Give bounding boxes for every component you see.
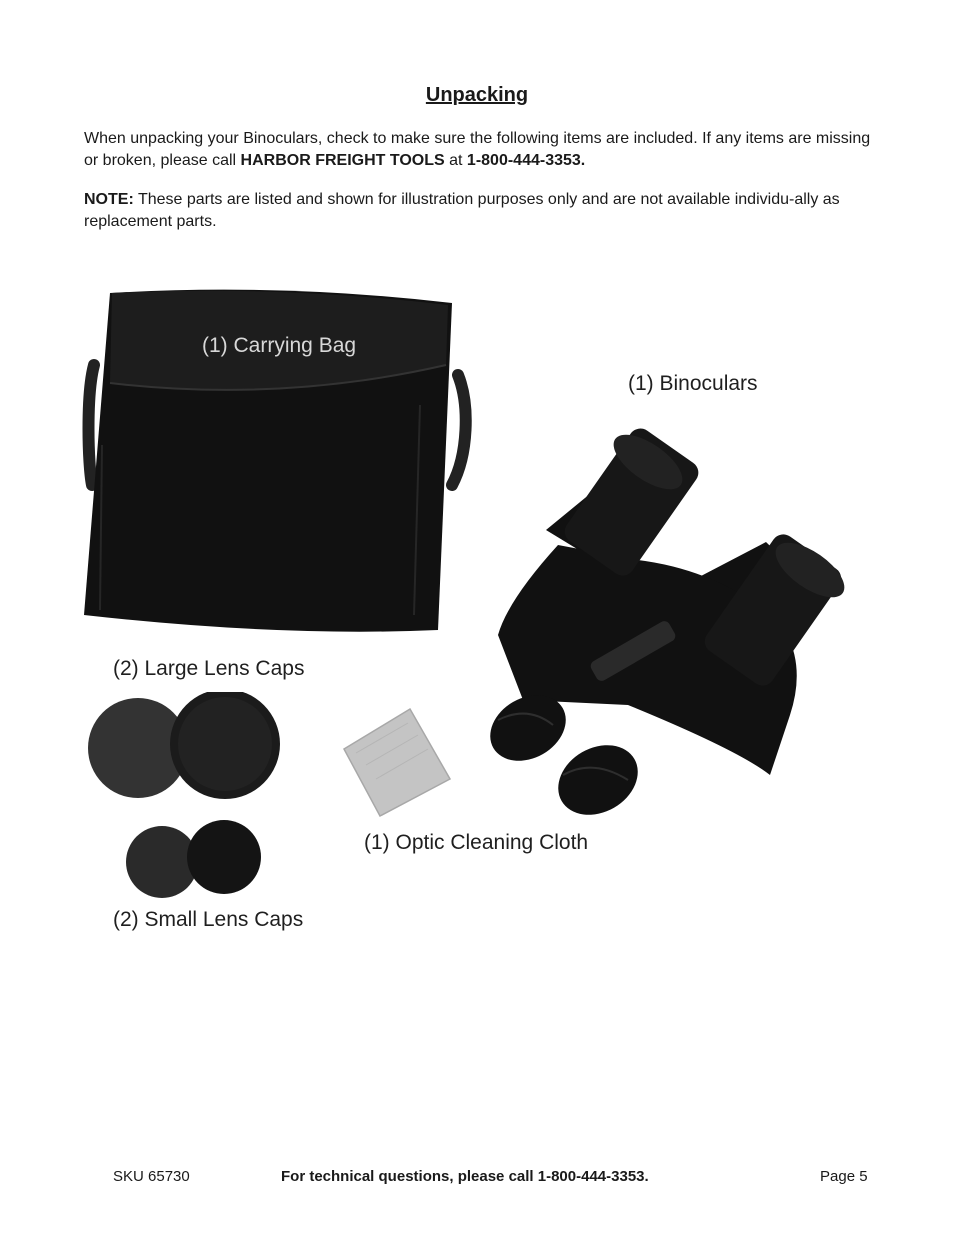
phone-number: 1-800-444-3353. bbox=[466, 152, 586, 169]
note-text: These parts are listed and shown for illustration purposes only and are not available individu-ally as replacement parts. bbox=[84, 191, 840, 230]
small-lens-caps-label: (2) Small Lens Caps bbox=[113, 908, 304, 931]
cleaning-cloth-label: (1) Optic Cleaning Cloth bbox=[364, 831, 589, 854]
carrying-bag-label: (1) Carrying Bag bbox=[202, 334, 357, 357]
intro-text: When unpacking your Binoculars, check to make sure the following items are included. If any items are missing or broken, please call bbox=[84, 130, 871, 169]
note-paragraph bbox=[84, 189, 874, 233]
footer-page-number: Page 5 bbox=[820, 1168, 868, 1185]
footer-tech-support: For technical questions, please call 1-800-444-3353. bbox=[281, 1168, 649, 1185]
large-lens-caps-label: (2) Large Lens Caps bbox=[113, 657, 305, 680]
page-title: Unpacking bbox=[425, 84, 529, 106]
intro-text-at: at bbox=[444, 152, 467, 169]
footer-sku: SKU 65730 bbox=[113, 1168, 190, 1185]
binoculars-label: (1) Binoculars bbox=[628, 372, 758, 395]
large-lens-caps-image bbox=[85, 692, 285, 802]
intro-paragraph bbox=[84, 128, 874, 172]
note-label: NOTE: bbox=[84, 191, 134, 208]
small-lens-caps-image bbox=[122, 817, 267, 902]
binoculars-image bbox=[478, 420, 863, 830]
company-name: HARBOR FREIGHT TOOLS bbox=[240, 152, 445, 169]
cleaning-cloth-image bbox=[338, 705, 458, 820]
